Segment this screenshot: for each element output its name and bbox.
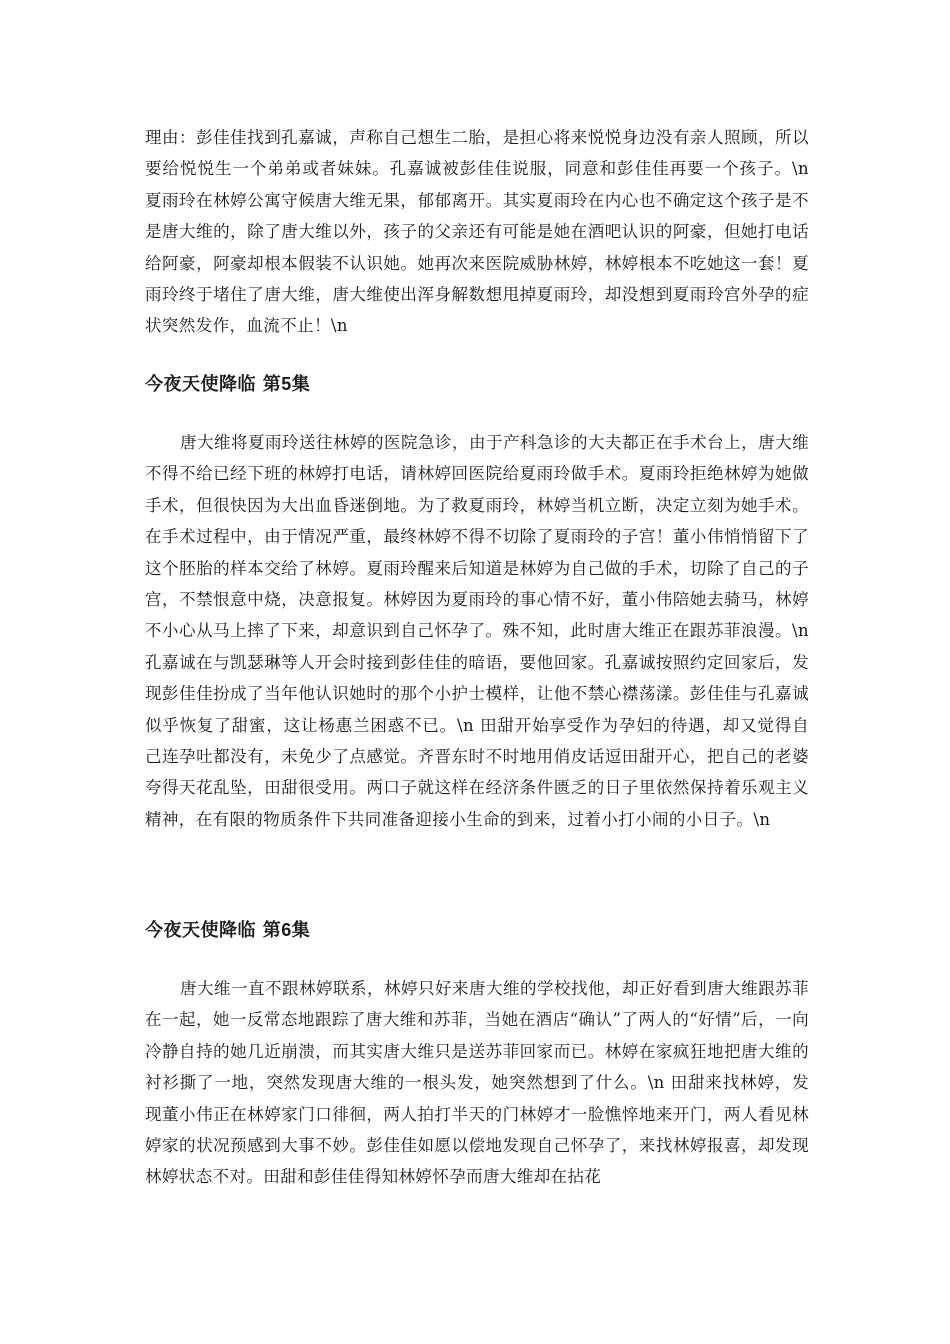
episode-5-title-suffix: 集 [291, 374, 311, 395]
episode-6-number: 6 [281, 920, 292, 940]
episode-5-number: 5 [281, 374, 292, 394]
episode-6-title-prefix: 今夜天使降临 第 [145, 920, 282, 941]
episode-5-body: 唐大维将夏雨玲送往林婷的医院急诊，由于产科急诊的大夫都正在手术台上，唐大维不得不给已经下班的林婷打电话，请林婷回医院给夏雨玲做手术。夏雨玲拒绝林婷为她做手术，但很快因为大出血昏迷倒地。为了救夏雨玲，林婷当机立断，决定立刻为她手术。在手术过程中，由于情况严重，最终林婷不得不切除了夏雨玲的子宫！董小伟悄悄留下了这个胚胎的样本交给了林婷。夏雨玲醒来后知道是林婷为自己做的手术，切除了自己的子宫，不禁恨意中烧，决意报复。林婷因为夏雨玲的事心情不好，董小伟陪她去骑马，林婷不小心从马上摔了下来，却意识到自己怀孕了。殊不知，此时唐大维正在跟苏菲浪漫。\n 孔嘉诚在与凯瑟琳等人开会时接到彭佳佳的暗语，要他回家。孔嘉诚按照约定回家后，发现彭佳佳扮成了当年他认识她时的那个小护士模样，让他不禁心襟荡漾。彭佳佳与孔嘉诚似乎恢复了甜蜜，这让杨惠兰困惑不已。\n 田甜开始享受作为孕妇的待遇，却又觉得自己连孕吐都没有，未免少了点感觉。齐晋东时不时地用俏皮话逗田甜开心，把自己的老婆夸得天花乱坠，田甜很受用。两口子就这样在经济条件匮乏的日子里依然保持着乐观主义精神，在有限的物质条件下共同准备迎接小生命的到来，过着小打小闹的小日子。\n [145, 433, 809, 829]
episode-6-body: 唐大维一直不跟林婷联系，林婷只好来唐大维的学校找他，却正好看到唐大维跟苏菲在一起，她一反常态地跟踪了唐大维和苏菲，当她在酒店“确认”了两人的“好情”后，一向冷静自持的她几近崩溃，而其实唐大维只是送苏菲回家而已。林婷在家疯狂地把唐大维的衬衫撕了一地，突然发现唐大维的一根头发，她突然想到了什么。\n 田甜来找林婷，发现董小伟正在林婷家门口徘徊，两人拍打半天的门林婷才一脸憔悴地来开门，两人看见林婷家的状况预感到大事不妙。彭佳佳如愿以偿地发现自己怀孕了，来找林婷报喜，却发现林婷状态不对。田甜和彭佳佳得知林婷怀孕而唐大维却在拈花 [145, 979, 809, 1187]
episode-6-title-suffix: 集 [291, 920, 311, 941]
paragraph-intro: 理由：彭佳佳找到孔嘉诚，声称自己想生二胎，是担心将来悦悦身边没有亲人照顾，所以要给悦悦生一个弟弟或者妹妹。孔嘉诚被彭佳佳说服，同意和彭佳佳再要一个孩子。\n 夏雨玲在林婷公寓守候唐大维无果，郁郁离开。其实夏雨玲在内心也不确定这个孩子是不是唐大维的，除了唐大维以外，孩子的父亲还有可能是她在酒吧认识的阿豪，但她打电话给阿豪，阿豪却根本假装不认识她。她再次来医院威胁林婷，林婷根本不吃她这一套！夏雨玲终于堵住了唐大维，唐大维使出浑身解数想甩掉夏雨玲，却没想到夏雨玲宫外孕的症状突然发作，血流不止！\n [145, 128, 809, 336]
episode-5-title-prefix: 今夜天使降临 第 [145, 374, 282, 395]
episode-6-heading [145, 918, 310, 943]
episode-5-heading [145, 372, 310, 397]
